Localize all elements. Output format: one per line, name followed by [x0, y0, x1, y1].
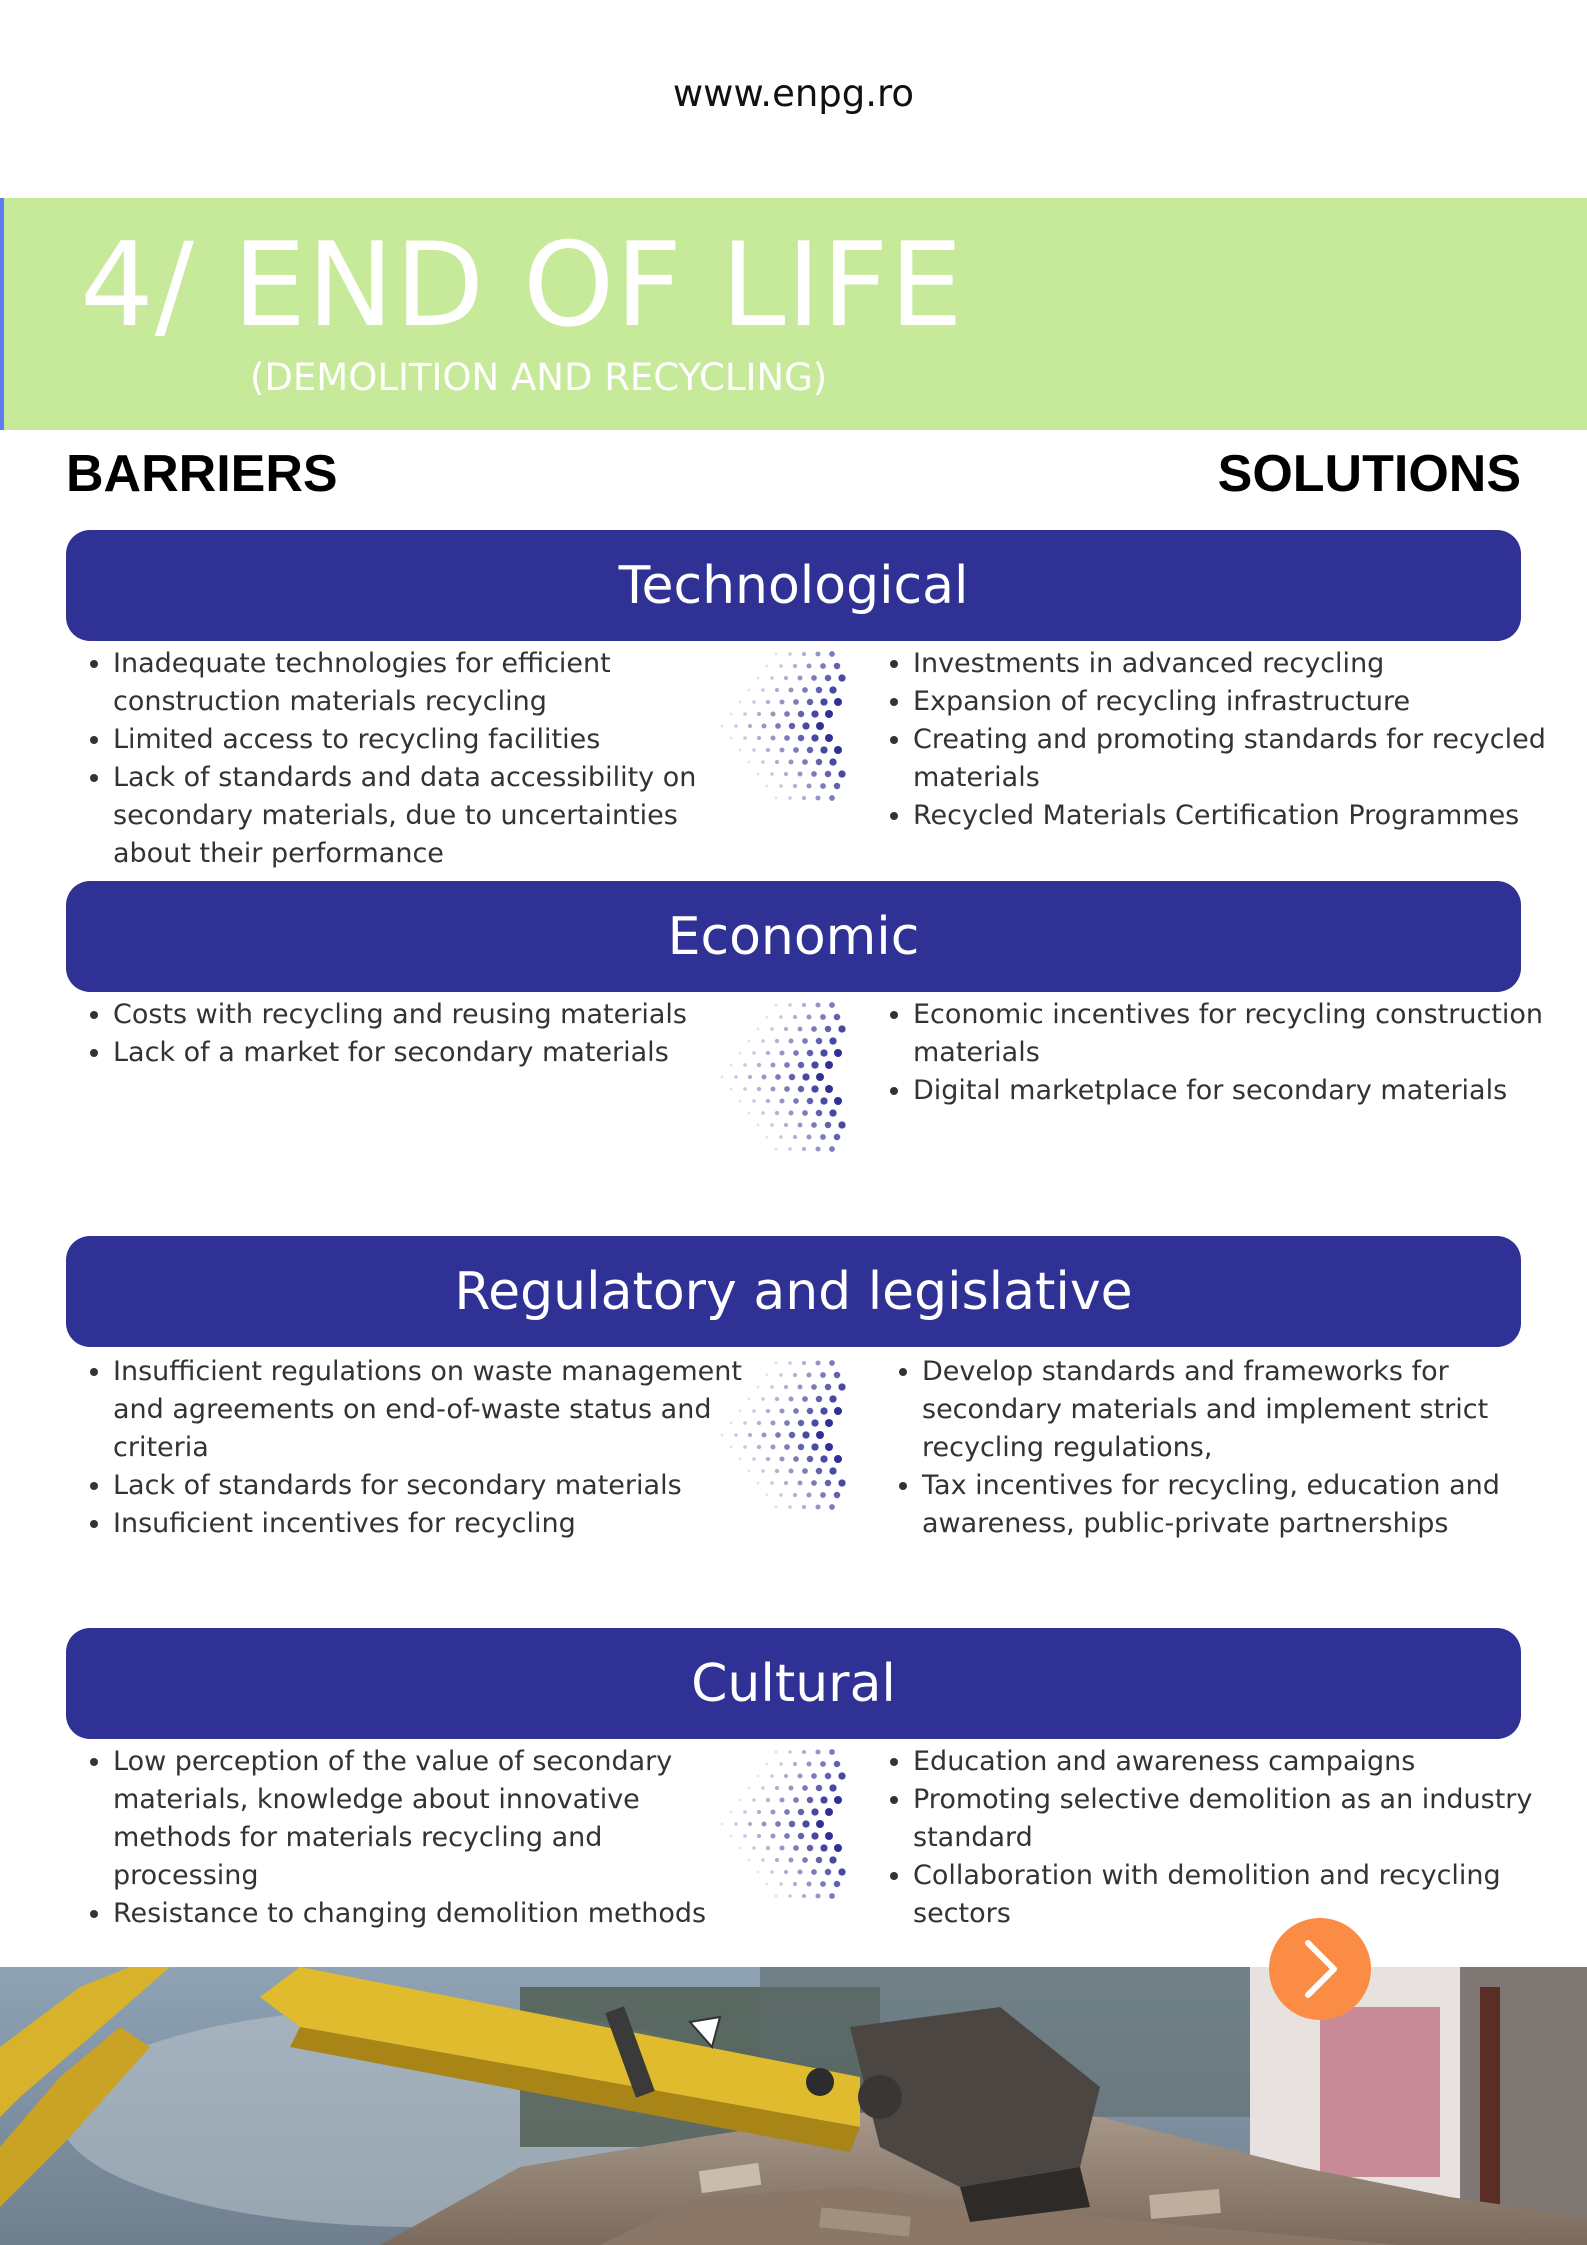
list-item: • Creating and promoting standards for recycled materials: [913, 721, 1563, 797]
site-url[interactable]: www.enpg.ro: [672, 72, 915, 115]
list-item: • Recycled Materials Certification Programmes: [913, 797, 1563, 835]
list-item: • Expansion of recycling infrastructure: [913, 683, 1563, 721]
list-item: • Investments in advanced recycling: [913, 645, 1563, 683]
list-item: • Tax incentives for recycling, education and awareness, public-private partnerships: [922, 1467, 1562, 1543]
page-title: 4/ END OF LIFE: [80, 218, 964, 353]
section-bar-economic: [66, 881, 1521, 992]
chevron-right-icon: [1294, 1939, 1346, 1999]
list-item: • Lack of standards for secondary materials: [113, 1467, 758, 1505]
barriers-list-economic: [66, 996, 733, 1072]
list-item: • Lack of standards and data accessibility on secondary materials, due to uncertainties about their performance: [113, 759, 733, 873]
solutions-list-cultural: [866, 1743, 1563, 1933]
section-bar-regulatory: [66, 1236, 1521, 1347]
section-bar-technological: [66, 530, 1521, 641]
barriers-list-technological: [66, 645, 733, 873]
dotted-chevron-right-icon: [710, 999, 850, 1164]
header-band: [0, 198, 1587, 430]
list-item: • Promoting selective demolition as an industry standard: [913, 1781, 1563, 1857]
list-item: • Lack of a market for secondary materials: [113, 1034, 733, 1072]
list-item: • Costs with recycling and reusing materials: [113, 996, 733, 1034]
list-item: • Limited access to recycling facilities: [113, 721, 733, 759]
list-item: • Collaboration with demolition and recycling sectors: [913, 1857, 1563, 1933]
dotted-chevron-right-icon: [710, 1357, 850, 1522]
barriers-label: BARRIERS: [66, 445, 338, 503]
section-bar-cultural: [66, 1628, 1521, 1739]
solutions-list-regulatory: [875, 1353, 1562, 1543]
solutions-list-economic: [866, 996, 1563, 1110]
barriers-list-cultural: [66, 1743, 733, 1933]
solutions-list-technological: [866, 645, 1563, 835]
list-item: • Resistance to changing demolition methods: [113, 1895, 733, 1933]
next-page-button[interactable]: [1269, 1918, 1371, 2020]
list-item: • Insufficient regulations on waste management and agreements on end-of-waste status and criteria: [113, 1353, 758, 1467]
page-subtitle: (DEMOLITION AND RECYCLING): [250, 356, 828, 399]
list-item: • Develop standards and frameworks for secondary materials and implement strict recycling regulations,: [922, 1353, 1562, 1467]
barriers-list-regulatory: [66, 1353, 758, 1543]
list-item: • Insuficient incentives for recycling: [113, 1505, 758, 1543]
dotted-chevron-right-icon: [710, 1746, 850, 1911]
list-item: • Inadequate technologies for efficient construction materials recycling: [113, 645, 733, 721]
dotted-chevron-right-icon: [710, 648, 850, 813]
list-item: • Digital marketplace for secondary materials: [913, 1072, 1563, 1110]
list-item: • Economic incentives for recycling construction materials: [913, 996, 1563, 1072]
section-title: Regulatory and legislative: [454, 1261, 1133, 1322]
list-item: • Education and awareness campaigns: [913, 1743, 1563, 1781]
section-title: Economic: [667, 906, 920, 967]
section-title: Technological: [618, 555, 969, 616]
list-item: • Low perception of the value of secondary materials, knowledge about innovative methods for materials recycling and processing: [113, 1743, 733, 1895]
section-title: Cultural: [691, 1653, 896, 1714]
solutions-label: SOLUTIONS: [1217, 445, 1521, 503]
header-accent-edge: [0, 198, 4, 430]
